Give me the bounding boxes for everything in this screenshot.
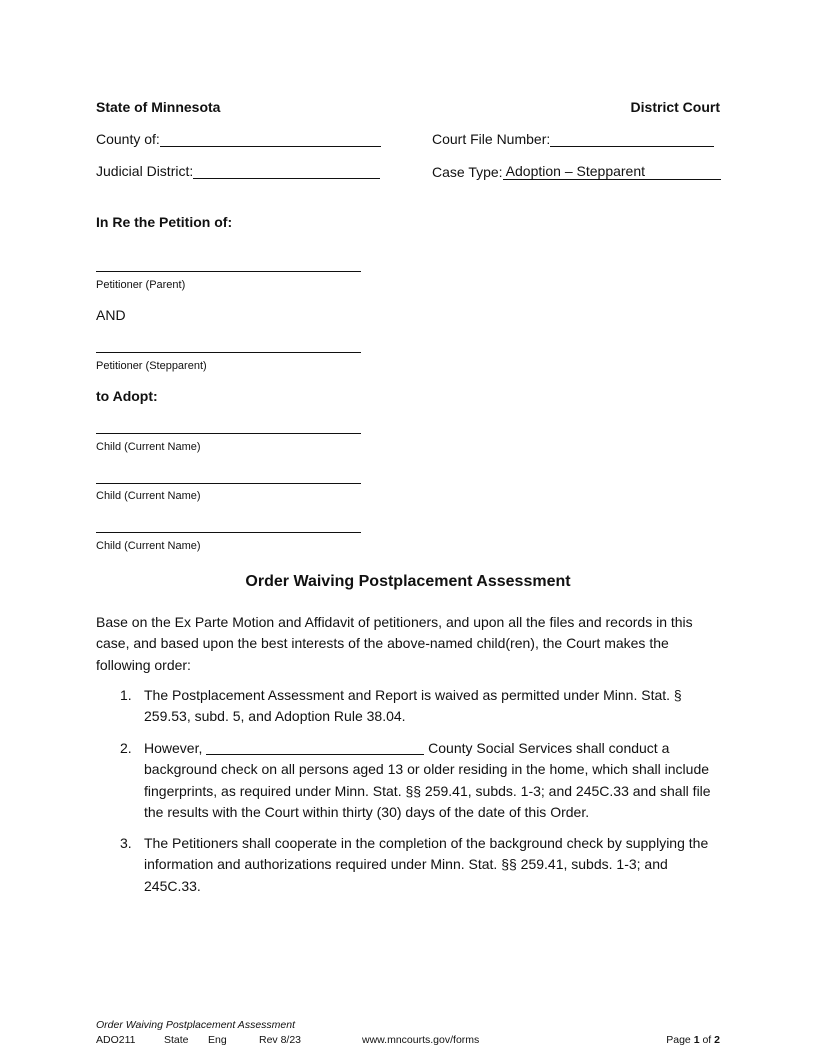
child-name-line[interactable] xyxy=(96,433,361,434)
order-item-number: 3. xyxy=(120,835,132,851)
child-name-label: Child (Current Name) xyxy=(96,441,201,453)
footer-language: Eng xyxy=(208,1034,227,1046)
judicial-district-label: Judicial District: xyxy=(96,163,194,179)
case-type-field xyxy=(432,163,721,180)
and-label: AND xyxy=(96,307,126,323)
court-file-field xyxy=(432,131,714,147)
order-item-1 xyxy=(96,685,720,729)
order-item-2 xyxy=(96,738,720,824)
order-item-text: The Petitioners shall cooperate in the completion of the background check by supplying the information and authorizations required under Minn. Stat. §§ 259.41, subds. 1-3; and 245C.33. xyxy=(144,835,709,894)
page-of: of xyxy=(702,1034,712,1046)
child-name-line[interactable] xyxy=(96,483,361,484)
county-input[interactable] xyxy=(160,132,381,147)
county-field xyxy=(96,131,381,147)
county-social-services-input[interactable] xyxy=(206,740,424,755)
order-intro: Base on the Ex Parte Motion and Affidavit of petitioners, and upon all the files and records in this case, and based upon the best interests of the above-named child(ren), the Court makes the following order: xyxy=(96,614,693,673)
order-item-number: 1. xyxy=(120,687,132,703)
footer-page-number xyxy=(666,1034,720,1046)
child-name-label: Child (Current Name) xyxy=(96,490,201,502)
order-item-number: 2. xyxy=(120,740,132,756)
page-current: 1 xyxy=(693,1034,700,1046)
court-heading: District Court xyxy=(630,99,720,115)
footer-jurisdiction: State xyxy=(164,1034,189,1046)
petitioner-stepparent-label: Petitioner (Stepparent) xyxy=(96,360,207,372)
order-title: Order Waiving Postplacement Assessment xyxy=(245,573,571,590)
case-type-value[interactable]: Adoption – Stepparent xyxy=(503,163,721,180)
state-heading: State of Minnesota xyxy=(96,99,221,115)
footer-form-title: Order Waiving Postplacement Assessment xyxy=(96,1019,295,1031)
in-re-heading: In Re the Petition of: xyxy=(96,214,233,230)
page-label: Page xyxy=(666,1034,691,1046)
court-file-label: Court File Number: xyxy=(432,131,551,147)
order-item-text: The Postplacement Assessment and Report is waived as permitted under Minn. Stat. § 259.53, subd. 5, and Adoption Rule 38.04. xyxy=(144,687,682,725)
order-item-text xyxy=(144,738,719,823)
court-file-input[interactable] xyxy=(550,132,714,147)
order-item-3 xyxy=(96,833,720,899)
order-item-prefix: However, xyxy=(144,740,203,756)
page-total: 2 xyxy=(714,1034,720,1046)
order-item-suffix: County Social Services shall conduct a background check on all persons aged 13 or older residing in the home, which shall include fingerprints, as required under Minn. Stat. §§ 259.41, subds. 1-3; and 245C.33 and shall file the results with the Court within thirty (30) days of the date of this Order. xyxy=(144,740,711,820)
footer-revision: Rev 8/23 xyxy=(259,1034,302,1046)
judicial-district-field xyxy=(96,163,380,179)
case-type-label: Case Type: xyxy=(432,164,503,180)
county-label: County of: xyxy=(96,131,160,147)
petitioner-parent-line[interactable] xyxy=(96,271,361,272)
footer-url[interactable]: www.mncourts.gov/forms xyxy=(362,1034,480,1046)
child-name-line[interactable] xyxy=(96,532,361,533)
to-adopt-heading: to Adopt: xyxy=(96,388,158,404)
judicial-district-input[interactable] xyxy=(193,164,380,179)
petitioner-parent-label: Petitioner (Parent) xyxy=(96,279,186,291)
child-name-label: Child (Current Name) xyxy=(96,540,201,552)
footer-form-number: ADO211 xyxy=(96,1034,136,1046)
petitioner-stepparent-line[interactable] xyxy=(96,352,361,353)
